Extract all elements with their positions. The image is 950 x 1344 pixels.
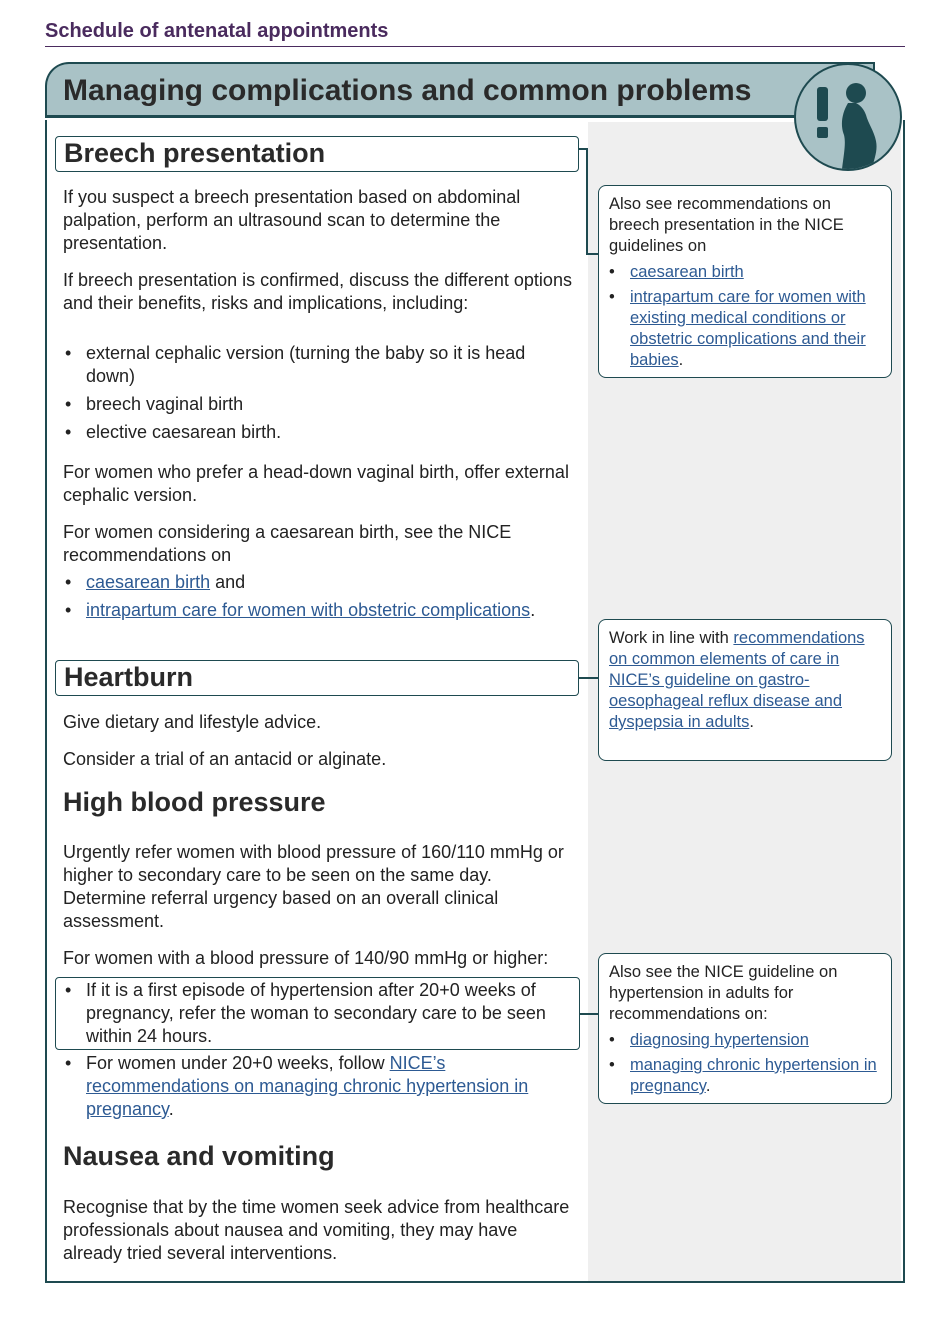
hbp-paragraph: Urgently refer women with blood pressure of 160/110 mmHg or higher to secondary care to be seen on the same day. Determine referral urgency based on an overall clinical assessment. xyxy=(63,842,564,931)
gord-guideline-link[interactable]: recommendations on common elements of care in NICE’s guideline on gastro-oesophageal reflux disease and dyspepsia in adults xyxy=(609,629,865,731)
link-suffix: . xyxy=(678,351,684,369)
caesarean-birth-link[interactable]: caesarean birth xyxy=(86,572,211,592)
list-item xyxy=(609,1030,881,1051)
section-header-breech xyxy=(55,136,579,172)
breech-links-list xyxy=(63,571,578,627)
list-item xyxy=(609,262,881,283)
list-item xyxy=(63,571,578,594)
list-item xyxy=(63,599,578,622)
caesarean-birth-link[interactable]: caesarean birth xyxy=(630,263,744,281)
link-suffix: . xyxy=(749,713,754,731)
intrapartum-care-link[interactable]: intrapartum care for women with existing medical conditions or obstetric complications and their babies xyxy=(630,288,866,369)
heartburn-paragraph: Give dietary and lifestyle advice. xyxy=(63,712,322,732)
heartburn-heading: Heartburn xyxy=(64,662,194,692)
nausea-paragraph: Recognise that by the time women seek advice from healthcare professionals about nausea and vomiting, they may have already tried several interventions. xyxy=(63,1197,570,1263)
hbp-list xyxy=(63,1052,578,1126)
sidebox-text xyxy=(609,628,881,733)
link-suffix: and xyxy=(210,572,246,592)
list-item xyxy=(609,1055,881,1097)
sidebox-heartburn xyxy=(598,619,892,761)
sidebox-text: Also see recommendations on breech presentation in the NICE guidelines on xyxy=(609,195,844,255)
link-suffix: . xyxy=(168,1099,174,1119)
panel-title: Managing complications and common problems xyxy=(63,74,752,107)
breech-paragraph: For women who prefer a head-down vaginal birth, offer external cephalic version. xyxy=(63,462,569,505)
breech-heading: Breech presentation xyxy=(64,138,326,168)
sidebox-links xyxy=(609,262,881,371)
hbp-paragraph: For women with a blood pressure of 140/90 mmHg or higher: xyxy=(63,948,549,968)
section-header-heartburn xyxy=(55,660,579,696)
breech-paragraph: If you suspect a breech presentation based on abdominal palpation, perform an ultrasound scan to determine the presentation. xyxy=(63,187,521,253)
panel-title-tab xyxy=(45,62,875,118)
sidebox-text: Also see the NICE guideline on hypertension in adults for recommendations on: xyxy=(609,963,838,1023)
link-suffix: . xyxy=(530,600,536,620)
breech-options-list xyxy=(63,342,578,449)
document-title: Schedule of antenatal appointments xyxy=(45,20,389,42)
managing-hypertension-link[interactable]: managing chronic hypertension in pregnancy xyxy=(630,1056,877,1095)
connector-line xyxy=(586,148,588,254)
heartburn-paragraph: Consider a trial of an antacid or alginate. xyxy=(63,749,387,769)
sidebox-breech xyxy=(598,185,892,378)
list-item: • external cephalic version (turning the baby so it is head down) xyxy=(63,342,578,388)
intrapartum-care-link[interactable]: intrapartum care for women with obstetric complications xyxy=(86,600,531,620)
sidebox-hypertension xyxy=(598,953,892,1104)
list-item: • If it is a first episode of hypertension after 20+0 weeks of pregnancy, refer the woman to secondary care to be seen within 24 hours. xyxy=(63,979,573,1048)
sidebox-prefix: Work in line with xyxy=(609,629,734,647)
chronic-hypertension-link[interactable]: NICE’s recommendations on managing chronic hypertension in pregnancy xyxy=(86,1053,529,1119)
breech-paragraph: If breech presentation is confirmed, discuss the different options and their benefits, risks and implications, including: xyxy=(63,270,572,313)
connector-line xyxy=(579,677,599,679)
list-item xyxy=(63,1052,578,1121)
item-text: For women under 20+0 weeks, follow xyxy=(86,1053,390,1073)
list-item xyxy=(609,287,881,371)
list-item: • breech vaginal birth xyxy=(63,393,578,416)
document-header xyxy=(45,20,905,47)
hbp-heading: High blood pressure xyxy=(63,787,326,817)
sidebox-links xyxy=(609,1030,881,1097)
link-suffix: . xyxy=(705,1077,711,1095)
breech-paragraph: For women considering a caesarean birth, see the NICE recommendations on xyxy=(63,522,512,565)
connector-line xyxy=(580,1013,599,1015)
list-item: • elective caesarean birth. xyxy=(63,421,578,444)
exclamation-pregnant-woman-icon xyxy=(794,63,902,171)
hbp-list xyxy=(63,979,573,1052)
diagnosing-hypertension-link[interactable]: diagnosing hypertension xyxy=(630,1031,809,1049)
nausea-heading: Nausea and vomiting xyxy=(63,1141,335,1171)
